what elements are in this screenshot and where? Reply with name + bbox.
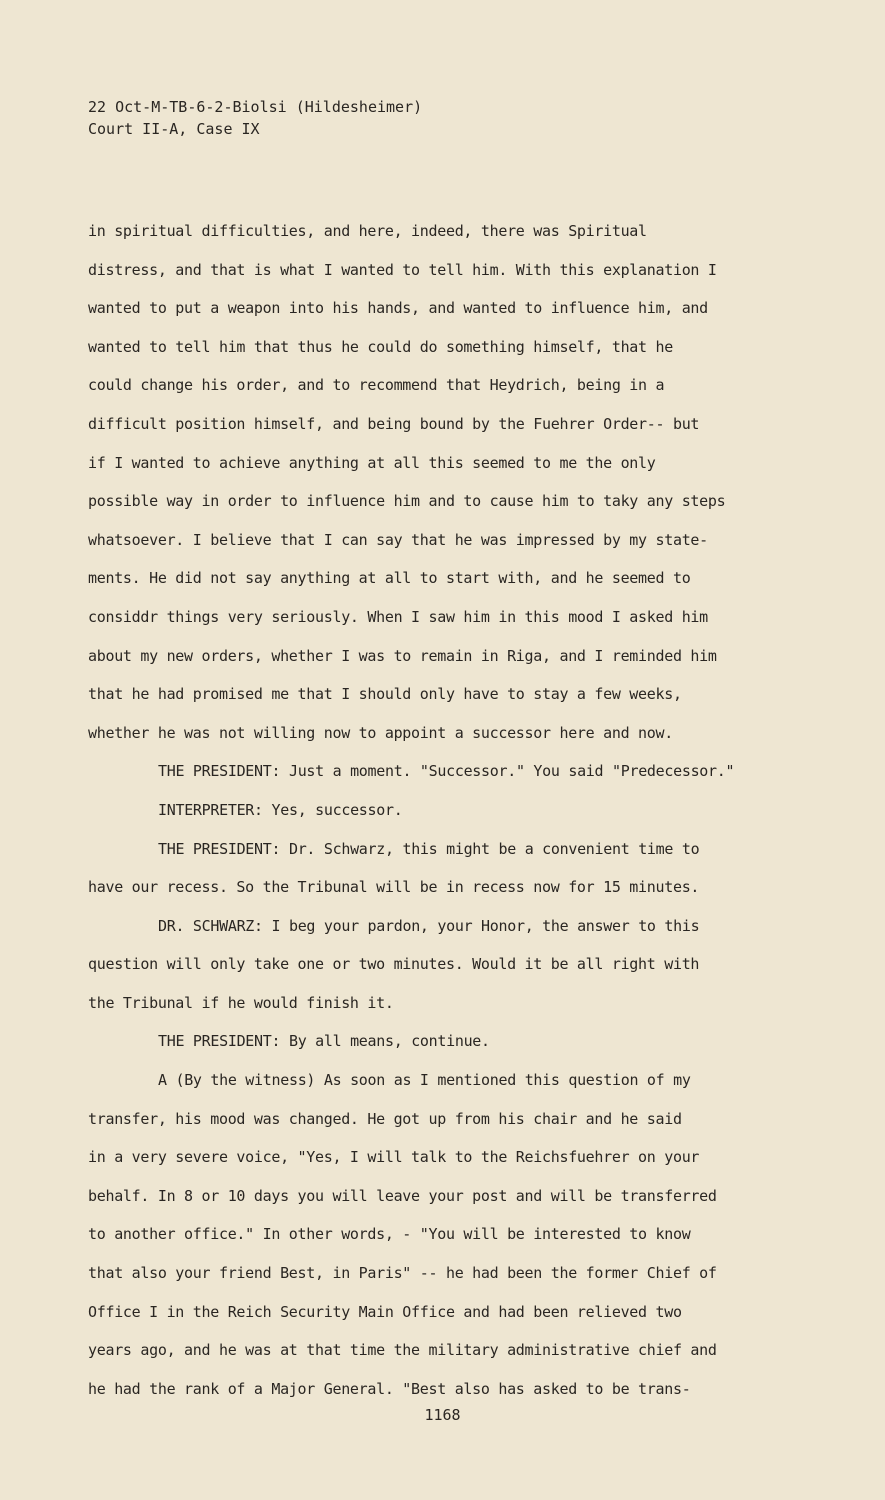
- text-line: he had the rank of a Major General. "Best also has asked to be trans-: [88, 1379, 691, 1398]
- text-line: about my new orders, whether I was to remain in Riga, and I reminded him: [88, 646, 717, 665]
- text-line: question will only take one or two minutes. Would it be all right with: [88, 955, 700, 974]
- text-line: possible way in order to influence him and to cause him to taky any steps: [88, 492, 726, 511]
- text-line: ments. He did not say anything at all to start with, and he seemed to: [88, 569, 691, 588]
- text-line: if I wanted to achieve anything at all this seemed to me the only: [88, 453, 656, 472]
- text-line: the Tribunal if he would finish it.: [88, 993, 394, 1012]
- text-line: Office I in the Reich Security Main Office and had been relieved two: [88, 1302, 682, 1321]
- text-line: considdr things very seriously. When I saw him in this mood I asked him: [88, 607, 708, 626]
- speaker-line: DR. SCHWARZ: I beg your pardon, your Honor, the answer to this: [158, 916, 700, 935]
- speaker-line: THE PRESIDENT: By all means, continue.: [158, 1032, 490, 1051]
- header-line-2: Court II-A, Case IX: [88, 120, 260, 138]
- text-line: distress, and that is what I wanted to tell him. With this explanation I: [88, 260, 717, 279]
- text-line: in spiritual difficulties, and here, indeed, there was Spiritual: [88, 222, 647, 240]
- text-line: have our recess. So the Tribunal will be in recess now for 15 minutes.: [88, 878, 700, 897]
- text-line: that he had promised me that I should only have to stay a few weeks,: [88, 685, 682, 704]
- text-line: years ago, and he was at that time the military administrative chief and: [88, 1341, 717, 1360]
- header-line-1: 22 Oct-M-TB-6-2-Biolsi (Hildesheimer): [88, 98, 423, 116]
- speaker-line: A (By the witness) As soon as I mentioned this question of my: [158, 1071, 691, 1090]
- text-line: behalf. In 8 or 10 days you will leave your post and will be transferred: [88, 1186, 717, 1205]
- transcript-body: [88, 212, 848, 1408]
- text-line: wanted to put a weapon into his hands, and wanted to influence him, and: [88, 299, 708, 318]
- text-line: could change his order, and to recommend that Heydrich, being in a: [88, 376, 665, 395]
- speaker-line: INTERPRETER: Yes, successor.: [158, 800, 403, 819]
- text-line: that also your friend Best, in Paris" -- he had been the former Chief of: [88, 1264, 717, 1283]
- text-line: whatsoever. I believe that I can say that he was impressed by my state-: [88, 530, 708, 549]
- text-line: difficult position himself, and being bound by the Fuehrer Order-- but: [88, 414, 700, 433]
- text-line: whether he was not willing now to appoint a successor here and now.: [88, 723, 673, 742]
- document-header: [88, 96, 422, 140]
- text-line: in a very severe voice, "Yes, I will talk to the Reichsfuehrer on your: [88, 1148, 700, 1167]
- page-number: 1168: [424, 1406, 461, 1424]
- text-line: transfer, his mood was changed. He got up from his chair and he said: [88, 1109, 682, 1128]
- text-line: wanted to tell him that thus he could do something himself, that he: [88, 337, 673, 356]
- speaker-line: THE PRESIDENT: Just a moment. "Successor." You said "Predecessor.": [158, 762, 735, 781]
- speaker-line: THE PRESIDENT: Dr. Schwarz, this might be a convenient time to: [158, 839, 700, 858]
- text-line: to another office." In other words, - "You will be interested to know: [88, 1225, 691, 1244]
